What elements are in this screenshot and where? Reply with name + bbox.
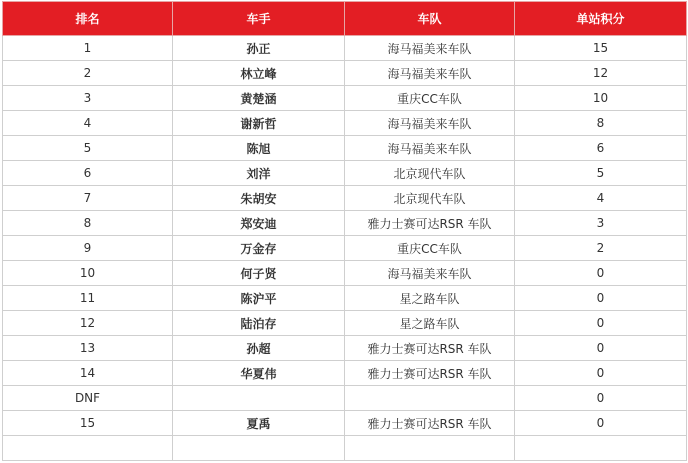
rank-cell: 3 [3,86,173,111]
rank-cell [3,436,173,461]
points-cell: 4 [515,186,687,211]
table-row [3,111,687,136]
rank-cell: 9 [3,236,173,261]
team-cell: 星之路车队 [345,286,515,311]
team-cell: 雅力士赛可达RSR 车队 [345,361,515,386]
driver-cell: 夏禹 [173,411,345,436]
table-row [3,436,687,461]
points-cell: 8 [515,111,687,136]
points-cell: 0 [515,311,687,336]
team-cell: 海马福美来车队 [345,261,515,286]
driver-cell [173,386,345,411]
rank-cell: 12 [3,311,173,336]
points-cell: 10 [515,86,687,111]
rank-cell: 8 [3,211,173,236]
table-row [3,261,687,286]
points-cell [515,436,687,461]
team-cell: 北京现代车队 [345,161,515,186]
header-driver: 车手 [173,2,345,36]
team-cell: 重庆CC车队 [345,236,515,261]
team-cell: 海马福美来车队 [345,136,515,161]
rank-cell: 11 [3,286,173,311]
points-cell: 5 [515,161,687,186]
driver-cell: 万金存 [173,236,345,261]
header-points: 单站积分 [515,2,687,36]
team-cell: 北京现代车队 [345,186,515,211]
driver-cell: 华夏伟 [173,361,345,386]
table-row [3,161,687,186]
table-row [3,311,687,336]
team-cell: 雅力士赛可达RSR 车队 [345,211,515,236]
table-row [3,411,687,436]
rank-cell: 15 [3,411,173,436]
points-cell: 0 [515,361,687,386]
table-row [3,61,687,86]
table-row [3,136,687,161]
rank-cell: 1 [3,36,173,61]
driver-cell: 孙超 [173,336,345,361]
team-cell: 雅力士赛可达RSR 车队 [345,336,515,361]
driver-cell: 孙正 [173,36,345,61]
rank-cell: 10 [3,261,173,286]
table-row [3,86,687,111]
rank-cell: 7 [3,186,173,211]
table-row [3,186,687,211]
rank-cell: 4 [3,111,173,136]
points-cell: 0 [515,336,687,361]
team-cell: 海马福美来车队 [345,36,515,61]
table-row [3,36,687,61]
driver-cell: 何子贤 [173,261,345,286]
points-cell: 0 [515,386,687,411]
points-cell: 3 [515,211,687,236]
team-cell [345,436,515,461]
table-body [3,36,687,461]
driver-cell: 郑安迪 [173,211,345,236]
points-cell: 0 [515,286,687,311]
team-cell: 海马福美来车队 [345,61,515,86]
header-team: 车队 [345,2,515,36]
driver-cell: 谢新哲 [173,111,345,136]
points-cell: 15 [515,36,687,61]
points-cell: 12 [515,61,687,86]
driver-cell: 陆泊存 [173,311,345,336]
points-cell: 0 [515,261,687,286]
team-cell: 雅力士赛可达RSR 车队 [345,411,515,436]
rank-cell: 6 [3,161,173,186]
table-row [3,211,687,236]
points-cell: 6 [515,136,687,161]
driver-cell: 朱胡安 [173,186,345,211]
points-cell: 2 [515,236,687,261]
header-rank: 排名 [3,2,173,36]
team-cell: 重庆CC车队 [345,86,515,111]
points-cell: 0 [515,411,687,436]
team-cell: 海马福美来车队 [345,111,515,136]
table-row [3,336,687,361]
driver-cell: 刘洋 [173,161,345,186]
rank-cell: 13 [3,336,173,361]
team-cell: 星之路车队 [345,311,515,336]
rank-cell: DNF [3,386,173,411]
table-row [3,286,687,311]
rank-cell: 5 [3,136,173,161]
rank-cell: 2 [3,61,173,86]
results-table [2,1,687,461]
table-row [3,386,687,411]
driver-cell: 陈沪平 [173,286,345,311]
driver-cell [173,436,345,461]
table-row [3,236,687,261]
driver-cell: 陈旭 [173,136,345,161]
table-row [3,361,687,386]
driver-cell: 黄楚涵 [173,86,345,111]
team-cell [345,386,515,411]
rank-cell: 14 [3,361,173,386]
driver-cell: 林立峰 [173,61,345,86]
header-row [3,2,687,36]
